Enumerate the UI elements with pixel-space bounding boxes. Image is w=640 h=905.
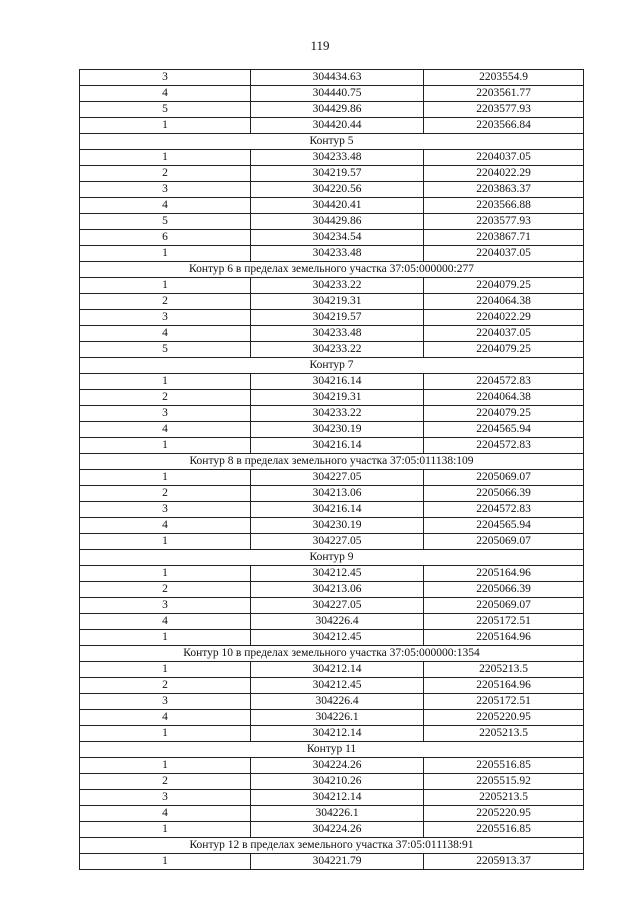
y-coordinate-cell: 2205213.5 xyxy=(424,726,584,742)
x-coordinate-cell: 304210.26 xyxy=(251,774,424,790)
table-row xyxy=(80,150,584,166)
point-number-cell: 2 xyxy=(80,678,251,694)
y-coordinate-cell: 2205516.85 xyxy=(424,758,584,774)
table-row xyxy=(80,694,584,710)
y-coordinate-cell: 2205069.07 xyxy=(424,598,584,614)
table-row xyxy=(80,310,584,326)
point-number-cell: 2 xyxy=(80,774,251,790)
y-coordinate-cell: 2205069.07 xyxy=(424,534,584,550)
point-number-cell: 3 xyxy=(80,406,251,422)
table-row xyxy=(80,614,584,630)
table-row xyxy=(80,422,584,438)
table-row xyxy=(80,230,584,246)
contour-header: Контур 8 в пределах земельного участка 37:05:011138:109 xyxy=(80,454,584,470)
y-coordinate-cell: 2205172.51 xyxy=(424,614,584,630)
y-coordinate-cell: 2204037.05 xyxy=(424,150,584,166)
table-row xyxy=(80,710,584,726)
point-number-cell: 3 xyxy=(80,70,251,86)
point-number-cell: 5 xyxy=(80,214,251,230)
x-coordinate-cell: 304224.26 xyxy=(251,822,424,838)
contour-header: Контур 12 в пределах земельного участка 37:05:011138:91 xyxy=(80,838,584,854)
point-number-cell: 4 xyxy=(80,614,251,630)
point-number-cell: 3 xyxy=(80,694,251,710)
y-coordinate-cell: 2204572.83 xyxy=(424,438,584,454)
x-coordinate-cell: 304213.06 xyxy=(251,486,424,502)
page-number: 119 xyxy=(310,38,330,53)
x-coordinate-cell: 304440.75 xyxy=(251,86,424,102)
contour-header-row xyxy=(80,646,584,662)
x-coordinate-cell: 304212.14 xyxy=(251,662,424,678)
x-coordinate-cell: 304212.14 xyxy=(251,790,424,806)
x-coordinate-cell: 304216.14 xyxy=(251,502,424,518)
point-number-cell: 5 xyxy=(80,342,251,358)
table-row xyxy=(80,582,584,598)
point-number-cell: 4 xyxy=(80,422,251,438)
y-coordinate-cell: 2205220.95 xyxy=(424,710,584,726)
y-coordinate-cell: 2203577.93 xyxy=(424,102,584,118)
x-coordinate-cell: 304226.4 xyxy=(251,694,424,710)
y-coordinate-cell: 2205220.95 xyxy=(424,806,584,822)
contour-header: Контур 9 xyxy=(80,550,584,566)
y-coordinate-cell: 2205213.5 xyxy=(424,662,584,678)
x-coordinate-cell: 304212.14 xyxy=(251,726,424,742)
contour-header: Контур 5 xyxy=(80,134,584,150)
y-coordinate-cell: 2204079.25 xyxy=(424,278,584,294)
table-row xyxy=(80,790,584,806)
y-coordinate-cell: 2203561.77 xyxy=(424,86,584,102)
point-number-cell: 2 xyxy=(80,582,251,598)
x-coordinate-cell: 304226.1 xyxy=(251,806,424,822)
y-coordinate-cell: 2204572.83 xyxy=(424,374,584,390)
contour-header: Контур 7 xyxy=(80,358,584,374)
point-number-cell: 1 xyxy=(80,118,251,134)
y-coordinate-cell: 2205213.5 xyxy=(424,790,584,806)
point-number-cell: 1 xyxy=(80,822,251,838)
y-coordinate-cell: 2205164.96 xyxy=(424,678,584,694)
y-coordinate-cell: 2203554.9 xyxy=(424,70,584,86)
table-row xyxy=(80,534,584,550)
x-coordinate-cell: 304227.05 xyxy=(251,534,424,550)
point-number-cell: 1 xyxy=(80,662,251,678)
table-row xyxy=(80,822,584,838)
y-coordinate-cell: 2204079.25 xyxy=(424,342,584,358)
x-coordinate-cell: 304233.48 xyxy=(251,246,424,262)
point-number-cell: 1 xyxy=(80,630,251,646)
point-number-cell: 1 xyxy=(80,150,251,166)
table-row xyxy=(80,678,584,694)
table-row xyxy=(80,438,584,454)
x-coordinate-cell: 304234.54 xyxy=(251,230,424,246)
y-coordinate-cell: 2204037.05 xyxy=(424,326,584,342)
x-coordinate-cell: 304233.48 xyxy=(251,150,424,166)
table-row xyxy=(80,566,584,582)
point-number-cell: 6 xyxy=(80,230,251,246)
point-number-cell: 3 xyxy=(80,502,251,518)
table-row xyxy=(80,662,584,678)
table-row xyxy=(80,278,584,294)
table-row xyxy=(80,70,584,86)
point-number-cell: 3 xyxy=(80,310,251,326)
x-coordinate-cell: 304212.45 xyxy=(251,678,424,694)
table-row xyxy=(80,374,584,390)
coordinates-table xyxy=(79,69,584,870)
y-coordinate-cell: 2203867.71 xyxy=(424,230,584,246)
y-coordinate-cell: 2204064.38 xyxy=(424,294,584,310)
x-coordinate-cell: 304212.45 xyxy=(251,630,424,646)
table-row xyxy=(80,166,584,182)
table-row xyxy=(80,294,584,310)
table-row xyxy=(80,406,584,422)
contour-header-row xyxy=(80,454,584,470)
y-coordinate-cell: 2203577.93 xyxy=(424,214,584,230)
table-row xyxy=(80,630,584,646)
y-coordinate-cell: 2205172.51 xyxy=(424,694,584,710)
contour-header-row xyxy=(80,838,584,854)
x-coordinate-cell: 304219.31 xyxy=(251,390,424,406)
point-number-cell: 2 xyxy=(80,294,251,310)
point-number-cell: 3 xyxy=(80,598,251,614)
table-row xyxy=(80,518,584,534)
x-coordinate-cell: 304219.57 xyxy=(251,310,424,326)
point-number-cell: 1 xyxy=(80,566,251,582)
table-row xyxy=(80,486,584,502)
x-coordinate-cell: 304434.63 xyxy=(251,70,424,86)
y-coordinate-cell: 2204572.83 xyxy=(424,502,584,518)
point-number-cell: 5 xyxy=(80,102,251,118)
y-coordinate-cell: 2204022.29 xyxy=(424,310,584,326)
point-number-cell: 1 xyxy=(80,726,251,742)
x-coordinate-cell: 304221.79 xyxy=(251,854,424,870)
coordinates-table-body xyxy=(80,70,584,870)
table-row xyxy=(80,390,584,406)
y-coordinate-cell: 2204079.25 xyxy=(424,406,584,422)
y-coordinate-cell: 2205066.39 xyxy=(424,486,584,502)
table-row xyxy=(80,342,584,358)
y-coordinate-cell: 2205069.07 xyxy=(424,470,584,486)
y-coordinate-cell: 2204064.38 xyxy=(424,390,584,406)
x-coordinate-cell: 304226.1 xyxy=(251,710,424,726)
point-number-cell: 2 xyxy=(80,486,251,502)
x-coordinate-cell: 304420.44 xyxy=(251,118,424,134)
table-row xyxy=(80,326,584,342)
x-coordinate-cell: 304233.22 xyxy=(251,342,424,358)
point-number-cell: 1 xyxy=(80,278,251,294)
table-row xyxy=(80,214,584,230)
y-coordinate-cell: 2205515.92 xyxy=(424,774,584,790)
point-number-cell: 3 xyxy=(80,790,251,806)
point-number-cell: 1 xyxy=(80,374,251,390)
point-number-cell: 3 xyxy=(80,182,251,198)
point-number-cell: 1 xyxy=(80,854,251,870)
point-number-cell: 2 xyxy=(80,390,251,406)
contour-header-row xyxy=(80,262,584,278)
table-row xyxy=(80,726,584,742)
table-row xyxy=(80,246,584,262)
x-coordinate-cell: 304220.56 xyxy=(251,182,424,198)
y-coordinate-cell: 2203566.88 xyxy=(424,198,584,214)
point-number-cell: 4 xyxy=(80,518,251,534)
table-row xyxy=(80,806,584,822)
point-number-cell: 1 xyxy=(80,246,251,262)
y-coordinate-cell: 2205913.37 xyxy=(424,854,584,870)
point-number-cell: 2 xyxy=(80,166,251,182)
x-coordinate-cell: 304224.26 xyxy=(251,758,424,774)
contour-header-row xyxy=(80,550,584,566)
point-number-cell: 4 xyxy=(80,198,251,214)
contour-header: Контур 10 в пределах земельного участка 37:05:000000:1354 xyxy=(80,646,584,662)
contour-header-row xyxy=(80,134,584,150)
table-row xyxy=(80,86,584,102)
x-coordinate-cell: 304219.57 xyxy=(251,166,424,182)
x-coordinate-cell: 304429.86 xyxy=(251,214,424,230)
table-row xyxy=(80,470,584,486)
y-coordinate-cell: 2205066.39 xyxy=(424,582,584,598)
x-coordinate-cell: 304420.41 xyxy=(251,198,424,214)
y-coordinate-cell: 2203566.84 xyxy=(424,118,584,134)
table-row xyxy=(80,102,584,118)
table-row xyxy=(80,774,584,790)
y-coordinate-cell: 2204565.94 xyxy=(424,422,584,438)
x-coordinate-cell: 304233.48 xyxy=(251,326,424,342)
x-coordinate-cell: 304429.86 xyxy=(251,102,424,118)
table-row xyxy=(80,198,584,214)
contour-header-row xyxy=(80,358,584,374)
x-coordinate-cell: 304227.05 xyxy=(251,598,424,614)
x-coordinate-cell: 304216.14 xyxy=(251,374,424,390)
y-coordinate-cell: 2203863.37 xyxy=(424,182,584,198)
x-coordinate-cell: 304227.05 xyxy=(251,470,424,486)
contour-header-row xyxy=(80,742,584,758)
point-number-cell: 4 xyxy=(80,806,251,822)
point-number-cell: 4 xyxy=(80,86,251,102)
table-row xyxy=(80,502,584,518)
point-number-cell: 1 xyxy=(80,470,251,486)
x-coordinate-cell: 304226.4 xyxy=(251,614,424,630)
x-coordinate-cell: 304213.06 xyxy=(251,582,424,598)
y-coordinate-cell: 2205516.85 xyxy=(424,822,584,838)
contour-header: Контур 11 xyxy=(80,742,584,758)
point-number-cell: 1 xyxy=(80,758,251,774)
y-coordinate-cell: 2205164.96 xyxy=(424,630,584,646)
table-row xyxy=(80,598,584,614)
table-row xyxy=(80,758,584,774)
y-coordinate-cell: 2205164.96 xyxy=(424,566,584,582)
point-number-cell: 4 xyxy=(80,326,251,342)
contour-header: Контур 6 в пределах земельного участка 37:05:000000:277 xyxy=(80,262,584,278)
point-number-cell: 1 xyxy=(80,438,251,454)
x-coordinate-cell: 304230.19 xyxy=(251,422,424,438)
x-coordinate-cell: 304230.19 xyxy=(251,518,424,534)
table-row xyxy=(80,854,584,870)
y-coordinate-cell: 2204022.29 xyxy=(424,166,584,182)
x-coordinate-cell: 304233.22 xyxy=(251,406,424,422)
point-number-cell: 4 xyxy=(80,710,251,726)
x-coordinate-cell: 304233.22 xyxy=(251,278,424,294)
x-coordinate-cell: 304216.14 xyxy=(251,438,424,454)
point-number-cell: 1 xyxy=(80,534,251,550)
x-coordinate-cell: 304212.45 xyxy=(251,566,424,582)
x-coordinate-cell: 304219.31 xyxy=(251,294,424,310)
y-coordinate-cell: 2204037.05 xyxy=(424,246,584,262)
table-row xyxy=(80,118,584,134)
table-row xyxy=(80,182,584,198)
y-coordinate-cell: 2204565.94 xyxy=(424,518,584,534)
